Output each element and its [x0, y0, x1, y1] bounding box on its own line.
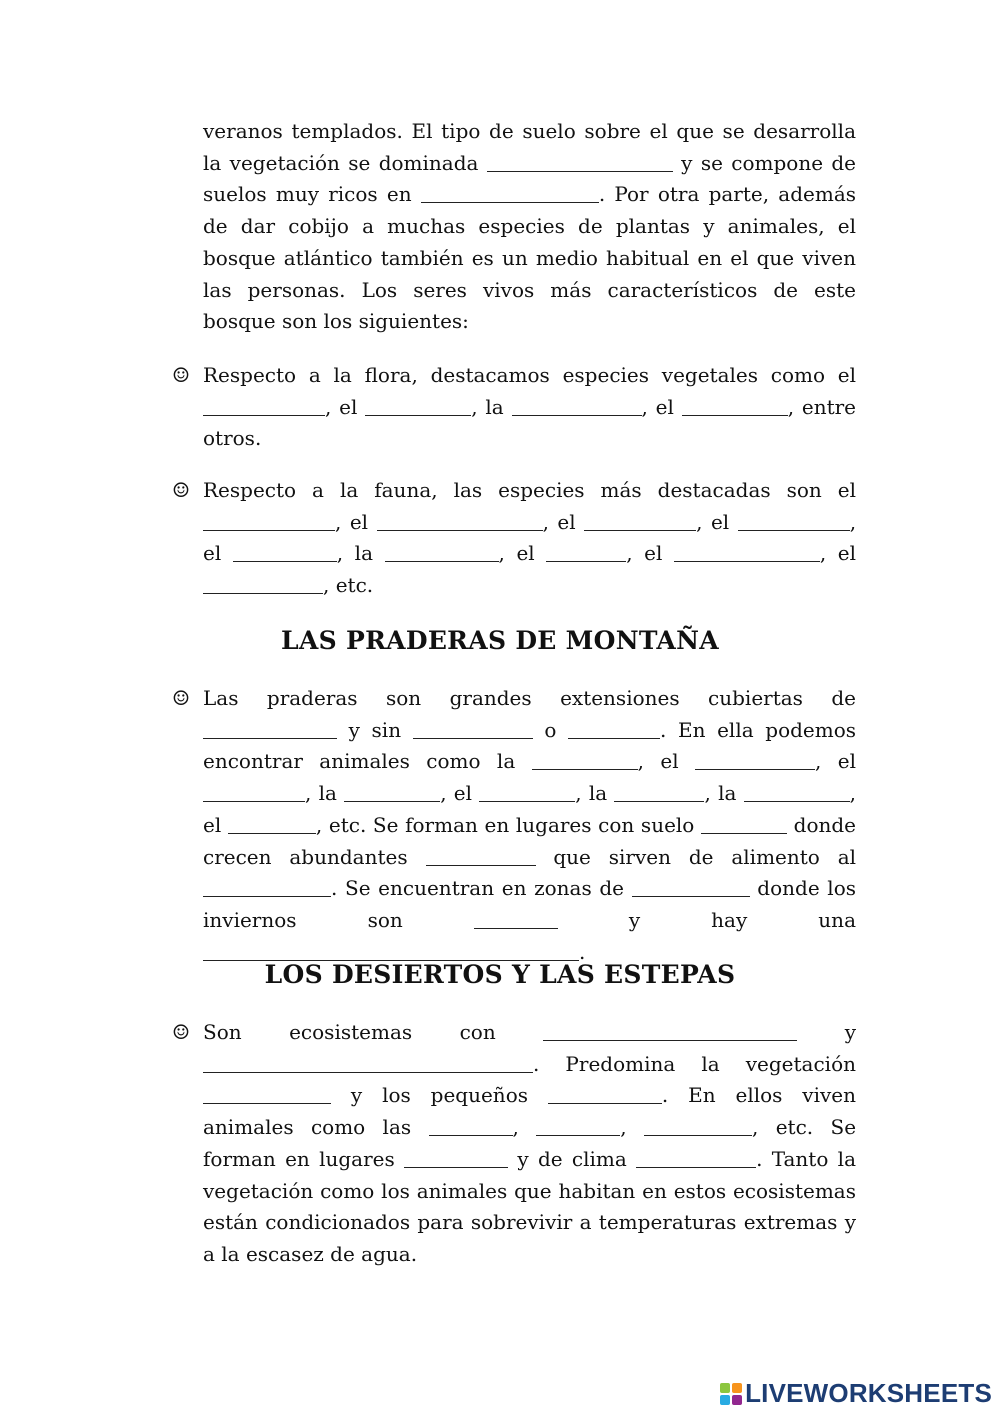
fauna-item [172, 475, 856, 602]
blank-input[interactable] [543, 1018, 797, 1041]
blank-input[interactable] [203, 716, 337, 739]
blank-input[interactable] [695, 747, 815, 770]
blank-input[interactable] [203, 1050, 533, 1073]
blank-input[interactable] [203, 938, 579, 961]
blank-input[interactable] [744, 779, 850, 802]
blank-input[interactable] [365, 393, 471, 416]
blank-input[interactable] [479, 779, 575, 802]
blank-input[interactable] [429, 1113, 513, 1136]
blank-input[interactable] [568, 716, 660, 739]
blank-input[interactable] [203, 571, 323, 594]
blank-input[interactable] [532, 747, 638, 770]
blank-input[interactable] [546, 539, 626, 562]
blank-input[interactable] [674, 539, 820, 562]
blank-input[interactable] [377, 508, 543, 531]
blank-input[interactable] [536, 1113, 620, 1136]
blank-input[interactable] [632, 874, 750, 897]
liveworksheets-logo [720, 1378, 992, 1409]
desiertos-item [172, 1017, 856, 1271]
blank-input[interactable] [682, 393, 788, 416]
blank-input[interactable] [228, 811, 316, 834]
blank-input[interactable] [487, 149, 673, 172]
blank-input[interactable] [548, 1081, 662, 1104]
fauna-paragraph: Respecto a la fauna, las especies más destacadas son el , el , el , el , el , la , el , el , el , etc. [203, 478, 857, 598]
blank-input[interactable] [203, 508, 335, 531]
desiertos-paragraph: Son ecosistemas con y . Predomina la vegetación y los pequeños . En ellos viven animales como las , , , etc. Se forman en lugares y de clima . Tanto la vegetación como los animales que habitan en estos ecosistemas están condicionados para sobrevivir a temperaturas extremas y a la escasez de agua. [203, 1020, 857, 1266]
blank-input[interactable] [344, 779, 440, 802]
blank-input[interactable] [203, 779, 305, 802]
section-heading-desiertos: LOS DESIERTOS Y LAS ESTEPAS [264, 960, 736, 989]
blank-input[interactable] [413, 716, 533, 739]
smiley-icon: ☺ [172, 686, 190, 710]
blank-input[interactable] [203, 393, 325, 416]
flora-paragraph: Respecto a la flora, destacamos especies vegetales como el , el , la , el , entre otros. [203, 363, 857, 451]
blank-input[interactable] [644, 1113, 752, 1136]
blank-input[interactable] [426, 843, 536, 866]
blank-input[interactable] [203, 874, 331, 897]
praderas-paragraph: Las praderas son grandes extensiones cubiertas de y sin o . En ella podemos encontrar animales como la , el , el , la , el , la , la , el , etc. Se forman en lugares con suelo donde crecen abundantes que sirven de alimento al . Se encuentran en zonas de donde los inviernos son y hay una . [203, 686, 857, 964]
blank-input[interactable] [584, 508, 696, 531]
flora-item [172, 360, 856, 455]
logo-mark-icon [720, 1383, 742, 1405]
logo-text: LIVEWORKSHEETS [745, 1378, 992, 1408]
blank-input[interactable] [474, 906, 558, 929]
blank-input[interactable] [385, 539, 499, 562]
blank-input[interactable] [614, 779, 704, 802]
smiley-icon: ☺ [172, 478, 190, 502]
blank-input[interactable] [636, 1145, 756, 1168]
blank-input[interactable] [738, 508, 850, 531]
praderas-item [172, 683, 856, 968]
section-heading-praderas: LAS PRADERAS DE MONTAÑA [281, 626, 719, 655]
blank-input[interactable] [203, 1081, 331, 1104]
intro-paragraph: veranos templados. El tipo de suelo sobre el que se desarrolla la vegetación se dominada y se compone de suelos muy ricos en . Por otra parte, además de dar cobijo a muchas especies de plantas y animales, el bosque atlántico también es un medio habitual en el que viven las personas. Los seres vivos más característicos de este bosque son los siguientes: [203, 119, 857, 334]
blank-input[interactable] [404, 1145, 508, 1168]
blank-input[interactable] [701, 811, 787, 834]
smiley-icon: ☺ [172, 1020, 190, 1044]
smiley-icon: ☺ [172, 363, 190, 387]
blank-input[interactable] [421, 180, 599, 203]
blank-input[interactable] [233, 539, 337, 562]
blank-input[interactable] [512, 393, 642, 416]
